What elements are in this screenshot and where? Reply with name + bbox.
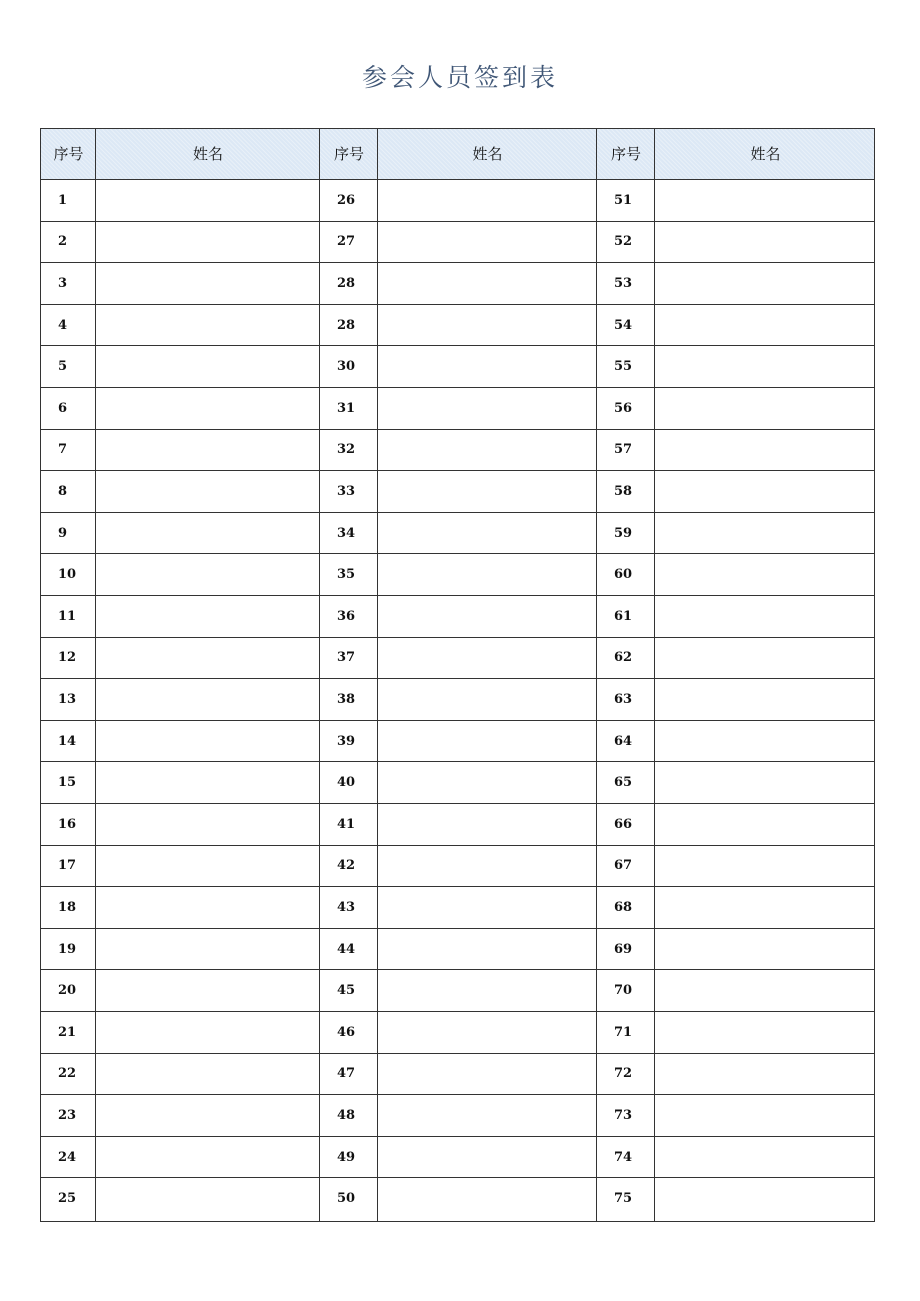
name-cell[interactable] [655, 970, 874, 1011]
row-number: 69 [614, 941, 633, 957]
row-number: 55 [614, 359, 633, 375]
row-number: 17 [58, 858, 77, 874]
row-number: 32 [337, 442, 356, 458]
row-number: 22 [58, 1066, 77, 1082]
row-number: 3 [58, 276, 68, 291]
table-vline [40, 128, 41, 1222]
row-number: 66 [614, 816, 633, 832]
row-number: 60 [614, 567, 633, 583]
name-cell[interactable] [378, 180, 596, 221]
name-cell[interactable] [378, 638, 596, 679]
name-cell[interactable] [655, 388, 874, 429]
row-number: 26 [337, 192, 356, 208]
row-number: 11 [58, 608, 77, 624]
name-cell[interactable] [96, 346, 319, 387]
row-number: 46 [337, 1024, 356, 1040]
table-header [40, 128, 875, 180]
row-number: 44 [337, 941, 356, 957]
row-number: 9 [58, 525, 68, 541]
row-number: 12 [58, 650, 77, 666]
name-cell[interactable] [96, 1178, 319, 1219]
name-cell[interactable] [655, 679, 874, 720]
name-cell[interactable] [378, 846, 596, 887]
row-number: 2 [58, 234, 68, 250]
row-number: 7 [58, 442, 68, 458]
name-cell[interactable] [655, 305, 874, 346]
name-cell[interactable] [655, 596, 874, 637]
row-number: 59 [614, 525, 633, 541]
row-number: 62 [614, 650, 633, 666]
name-cell[interactable] [655, 471, 874, 512]
row-number: 56 [614, 400, 633, 416]
name-cell[interactable] [655, 804, 874, 845]
name-cell[interactable] [96, 970, 319, 1011]
name-cell[interactable] [378, 1178, 596, 1219]
name-cell[interactable] [96, 180, 319, 221]
row-number: 47 [337, 1066, 356, 1082]
row-number: 34 [337, 525, 356, 541]
name-cell[interactable] [378, 430, 596, 471]
name-cell[interactable] [655, 263, 874, 304]
row-number: 4 [58, 317, 68, 333]
name-cell[interactable] [96, 1095, 319, 1136]
row-number: 63 [614, 692, 633, 707]
header-seq-2: 序号 [333, 145, 364, 163]
row-number: 45 [337, 983, 356, 999]
row-number: 42 [337, 858, 356, 874]
row-number: 51 [614, 192, 633, 208]
row-number: 40 [337, 775, 356, 791]
name-cell[interactable] [96, 762, 319, 803]
name-cell[interactable] [378, 762, 596, 803]
name-cell[interactable] [96, 430, 319, 471]
row-number: 19 [58, 941, 77, 957]
row-number: 67 [614, 858, 633, 874]
name-cell[interactable] [655, 846, 874, 887]
row-number: 43 [337, 900, 356, 915]
row-number: 64 [614, 733, 633, 749]
row-number: 53 [614, 276, 633, 291]
name-cell[interactable] [655, 929, 874, 970]
name-cell[interactable] [96, 721, 319, 762]
name-cell[interactable] [378, 1054, 596, 1095]
name-cell[interactable] [378, 1137, 596, 1178]
table-hline [40, 1221, 875, 1222]
row-number: 23 [58, 1108, 77, 1123]
name-cell[interactable] [96, 596, 319, 637]
name-cell[interactable] [655, 638, 874, 679]
name-cell[interactable] [96, 1137, 319, 1178]
name-cell[interactable] [378, 471, 596, 512]
name-cell[interactable] [655, 554, 874, 595]
name-cell[interactable] [378, 929, 596, 970]
row-number: 38 [337, 692, 356, 707]
name-cell[interactable] [655, 1012, 874, 1053]
name-cell[interactable] [378, 596, 596, 637]
name-cell[interactable] [96, 513, 319, 554]
name-cell[interactable] [96, 471, 319, 512]
name-cell[interactable] [655, 513, 874, 554]
header-name-3: 姓名 [750, 145, 781, 163]
name-cell[interactable] [96, 554, 319, 595]
row-number: 54 [614, 317, 633, 333]
row-number: 73 [614, 1108, 633, 1123]
name-cell[interactable] [96, 388, 319, 429]
row-number: 8 [58, 484, 68, 499]
row-number: 50 [337, 1191, 356, 1207]
row-number: 15 [58, 775, 77, 791]
row-number: 75 [614, 1191, 633, 1207]
row-number: 70 [614, 983, 633, 999]
page-title: 参会人员签到表 [361, 63, 558, 92]
row-number: 28 [337, 317, 356, 333]
name-cell[interactable] [655, 1178, 874, 1219]
row-number: 27 [337, 234, 356, 250]
name-cell[interactable] [96, 846, 319, 887]
name-cell[interactable] [655, 346, 874, 387]
row-number: 72 [614, 1066, 633, 1082]
name-cell[interactable] [96, 638, 319, 679]
row-number: 14 [58, 733, 77, 749]
name-cell[interactable] [655, 762, 874, 803]
name-cell[interactable] [378, 346, 596, 387]
row-number: 57 [614, 442, 633, 458]
name-cell[interactable] [378, 222, 596, 263]
table-vline [596, 128, 597, 1222]
name-cell[interactable] [378, 887, 596, 928]
name-cell[interactable] [378, 970, 596, 1011]
name-cell[interactable] [655, 180, 874, 221]
name-cell[interactable] [96, 679, 319, 720]
row-number: 37 [337, 650, 356, 666]
name-cell[interactable] [655, 1054, 874, 1095]
name-cell[interactable] [378, 554, 596, 595]
name-cell[interactable] [96, 263, 319, 304]
table-vline [319, 128, 320, 1222]
name-cell[interactable] [655, 721, 874, 762]
name-cell[interactable] [378, 1095, 596, 1136]
name-cell[interactable] [378, 721, 596, 762]
name-cell[interactable] [378, 388, 596, 429]
row-number: 52 [614, 234, 633, 250]
row-number: 6 [58, 400, 68, 416]
name-cell[interactable] [378, 305, 596, 346]
name-cell[interactable] [655, 887, 874, 928]
row-number: 65 [614, 775, 633, 791]
header-seq-1: 序号 [53, 145, 84, 163]
name-cell[interactable] [378, 513, 596, 554]
row-number: 61 [614, 608, 633, 624]
row-number: 1 [58, 192, 68, 208]
row-number: 36 [337, 608, 356, 624]
name-cell[interactable] [96, 929, 319, 970]
name-cell[interactable] [96, 1012, 319, 1053]
row-number: 35 [337, 567, 356, 583]
row-number: 18 [58, 900, 77, 915]
row-number: 71 [614, 1024, 633, 1040]
name-cell[interactable] [96, 887, 319, 928]
header-name-2: 姓名 [472, 145, 503, 163]
name-cell[interactable] [96, 222, 319, 263]
sign-in-table [40, 128, 875, 1222]
row-number: 31 [337, 400, 356, 416]
row-number: 58 [614, 484, 633, 499]
row-number: 16 [58, 816, 77, 832]
row-number: 25 [58, 1191, 77, 1207]
row-number: 48 [337, 1108, 356, 1123]
row-number: 20 [58, 983, 77, 999]
name-cell[interactable] [96, 804, 319, 845]
row-number: 5 [58, 359, 68, 375]
row-number: 28 [337, 276, 356, 291]
row-number: 30 [337, 359, 356, 375]
name-cell[interactable] [655, 222, 874, 263]
row-number: 39 [337, 733, 356, 749]
row-number: 41 [337, 816, 356, 832]
row-number: 21 [58, 1024, 77, 1040]
row-number: 10 [58, 567, 77, 583]
name-cell[interactable] [378, 1012, 596, 1053]
name-cell[interactable] [655, 1095, 874, 1136]
row-number: 68 [614, 900, 633, 915]
row-number: 74 [614, 1149, 633, 1165]
name-cell[interactable] [655, 1137, 874, 1178]
header-name-1: 姓名 [192, 145, 223, 163]
table-vline [874, 128, 875, 1222]
row-number: 49 [337, 1149, 356, 1165]
name-cell[interactable] [655, 430, 874, 471]
header-seq-3: 序号 [610, 145, 641, 163]
name-cell[interactable] [378, 263, 596, 304]
name-cell[interactable] [96, 1054, 319, 1095]
row-number: 13 [58, 692, 77, 707]
row-number: 33 [337, 484, 356, 499]
name-cell[interactable] [96, 305, 319, 346]
name-cell[interactable] [378, 804, 596, 845]
row-number: 24 [58, 1149, 77, 1165]
name-cell[interactable] [378, 679, 596, 720]
